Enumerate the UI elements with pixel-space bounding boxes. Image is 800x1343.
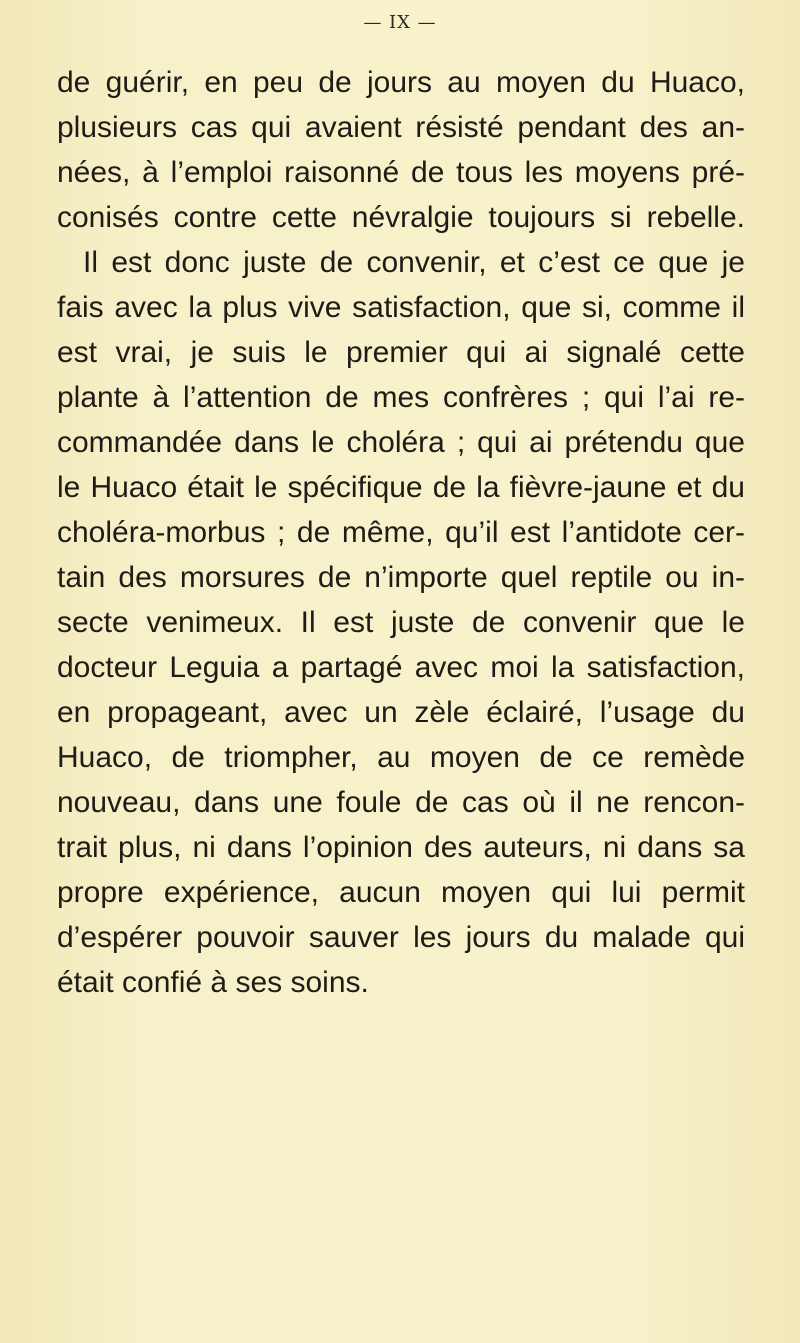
text-line: le Huaco était le spécifique de la fièvre-jaune et du (57, 471, 745, 504)
text-line: de guérir, en peu de jours au moyen du Huaco, (57, 66, 745, 99)
text-line: trait plus, ni dans l’opinion des auteurs, ni dans sa (57, 831, 745, 864)
text-line: était confié à ses soins. (57, 966, 369, 999)
text-line: plante à l’attention de mes confrères ; qui l’ai re- (57, 381, 745, 414)
text-line: tain des morsures de n’importe quel reptile ou in- (57, 561, 745, 594)
text-line: docteur Leguia a partagé avec moi la satisfaction, (57, 651, 745, 684)
text-line: est vrai, je suis le premier qui ai signalé cette (57, 336, 745, 369)
text-line: commandée dans le choléra ; qui ai prétendu que (57, 426, 745, 459)
text-line: secte venimeux. Il est juste de convenir que le (57, 606, 745, 639)
text-line: d’espérer pouvoir sauver les jours du malade qui (57, 921, 745, 954)
text-line: Huaco, de triompher, au moyen de ce remède (57, 741, 745, 774)
text-line: en propageant, avec un zèle éclairé, l’usage du (57, 696, 745, 729)
text-line: plusieurs cas qui avaient résisté pendant des an- (57, 111, 745, 144)
text-line: fais avec la plus vive satisfaction, que si, comme il (57, 291, 745, 324)
body-text (57, 60, 745, 1005)
text-line: nées, à l’emploi raisonné de tous les moyens pré- (57, 156, 745, 189)
text-line: conisés contre cette névralgie toujours si rebelle. (57, 201, 745, 234)
text-line: choléra-morbus ; de même, qu’il est l’antidote cer- (57, 516, 745, 549)
text-line: propre expérience, aucun moyen qui lui permit (57, 876, 745, 909)
page-number-header: — IX — (363, 12, 437, 33)
text-line: nouveau, dans une foule de cas où il ne rencon- (57, 786, 745, 819)
text-line: Il est donc juste de convenir, et c’est ce que je (83, 246, 745, 279)
